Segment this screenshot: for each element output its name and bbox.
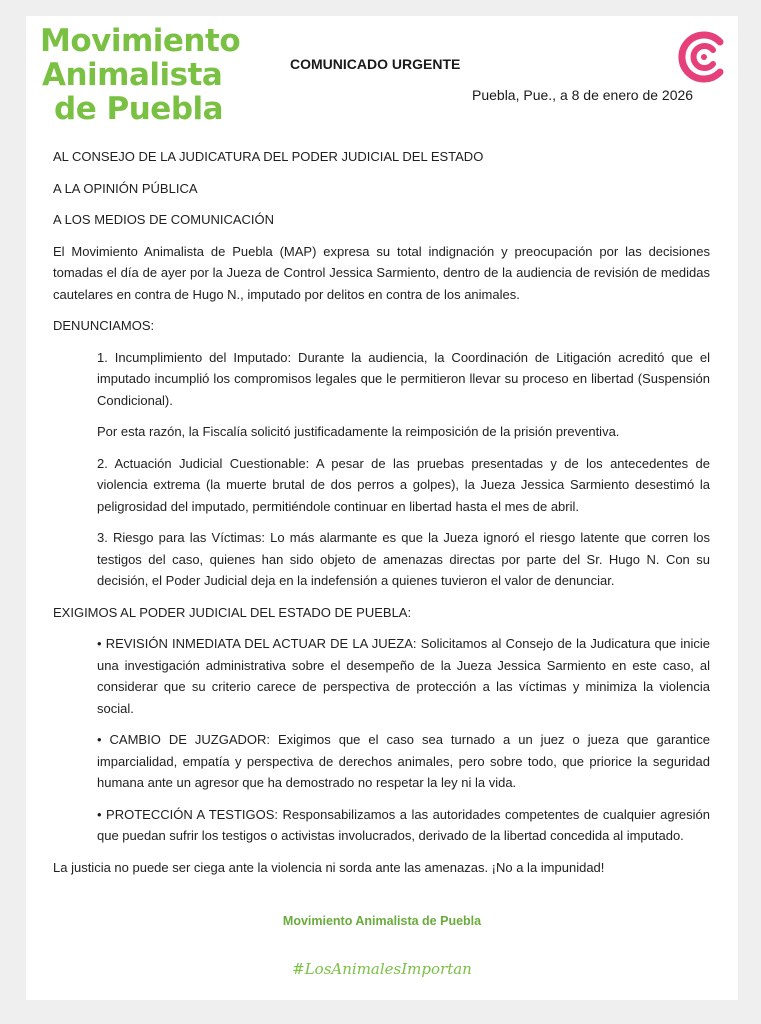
hashtag: #LosAnimalesImportan (292, 960, 472, 978)
addressee-line: A LA OPINIÓN PÚBLICA (53, 180, 198, 196)
document-title: COMUNICADO URGENTE (290, 56, 461, 72)
signature: Movimiento Animalista de Puebla (282, 914, 482, 928)
exigencia-item: • CAMBIO DE JUZGADOR: Exigimos que el caso sea turnado a un juez o jueza que garantice imparcialidad, empatía y perspectiva de derechos animales, pero sobre todo, que priorice la seguridad humana ante un agresor que ha demostrado no respetar la ley ni la vida. (97, 732, 710, 790)
section-heading-denuncias: DENUNCIAMOS: (53, 318, 155, 333)
addressee-line: AL CONSEJO DE LA JUDICATURA DEL PODER JUDICIAL DEL ESTADO (53, 149, 484, 164)
document-page (26, 16, 738, 1000)
denuncia-item: 1. Incumplimiento del Imputado: Durante la audiencia, la Coordinación de Litigación acreditó que el imputado incumplió los compromisos legales que le permitieron llevar su proceso en libertad (Suspensión Condicional). (97, 349, 710, 408)
brand-c-icon (674, 28, 732, 86)
logo-line-2: Animalista (42, 57, 223, 93)
organization-logo (40, 24, 240, 126)
logo-line-1: Movimiento (40, 23, 241, 59)
section-heading-exigencias: EXIGIMOS AL PODER JUDICIAL DEL ESTADO DE PUEBLA: (53, 604, 412, 620)
exigencia-item: • REVISIÓN INMEDIATA DEL ACTUAR DE LA JUEZA: Solicitamos al Consejo de la Judicatura que inicie una investigación administrativa sobre el desempeño de la Jueza Jessica Sarmiento en este caso, al considerar que su criterio carece de perspectiva de protección a las víctimas y minimiza la violencia social. (97, 636, 710, 716)
logo-line-3: de Puebla (54, 91, 224, 127)
denuncia-item: 2. Actuación Judicial Cuestionable: A pesar de las pruebas presentadas y de los antecedentes de violencia extrema (la muerte brutal de dos perros a golpes), la Jueza Jessica Sarmiento desestimó la peligrosidad del imputado, permitiéndole continuar en libertad hasta el mes de abril. (97, 455, 710, 514)
closing-paragraph: La justicia no puede ser ciega ante la violencia ni sorda ante las amenazas. ¡No a la impunidad! (53, 859, 605, 875)
denuncia-item: 3. Riesgo para las Víctimas: Lo más alarmante es que la Jueza ignoró el riesgo latente que corren los testigos del caso, quienes han sido objeto de amenazas directas por parte del Sr. Hugo N. Con su decisión, el Poder Judicial deja en la indefensión a quienes tuvieron el valor de denunciar. (97, 530, 710, 588)
exigencia-item: • PROTECCIÓN A TESTIGOS: Responsabilizamos a las autoridades competentes de cualquier agresión que puedan sufrir los testigos o activistas involucrados, derivado de la libertad concedida al imputado. (97, 806, 710, 843)
addressee-line: A LOS MEDIOS DE COMUNICACIÓN (53, 212, 275, 227)
document-body (53, 146, 710, 888)
denuncia-item-note: Por esta razón, la Fiscalía solicitó justificadamente la reimposición de la prisión preventiva. (97, 424, 620, 439)
intro-paragraph: El Movimiento Animalista de Puebla (MAP) expresa su total indignación y preocupación por las decisiones tomadas el día de ayer por la Jueza de Control Jessica Sarmiento, dentro de la audiencia de revisión de medidas cautelares en contra de Hugo N., imputado por delitos en contra de los animales. (53, 243, 710, 302)
date-line: Puebla, Pue., a 8 de enero de 2026 (472, 87, 694, 103)
